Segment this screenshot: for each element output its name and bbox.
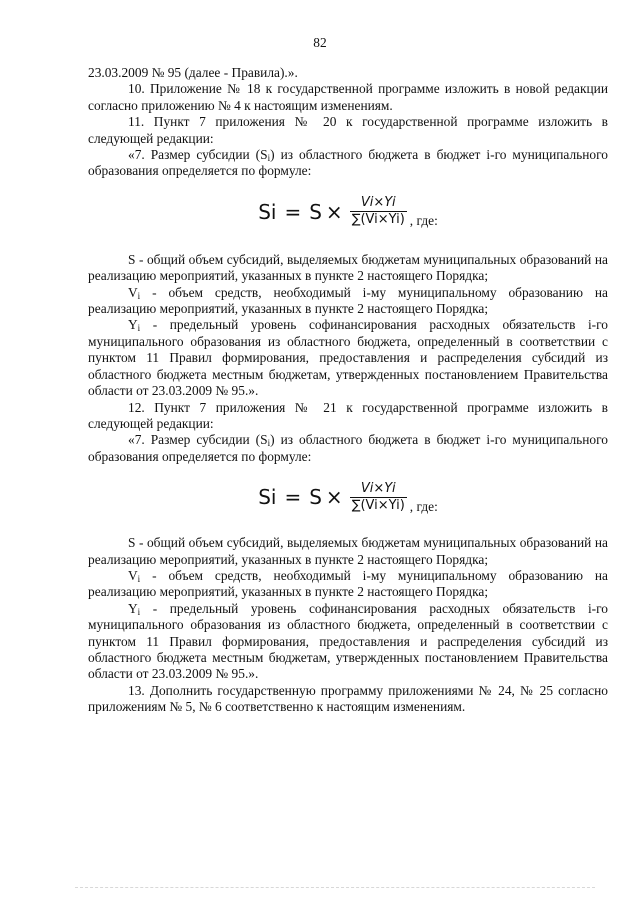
fraction-denominator: ∑(Vi×Yi) [351, 212, 405, 228]
paragraph-12: 12. Пункт 7 приложения № 21 к государственной программе изложить в следующей редакции: [88, 399, 608, 431]
fraction-numerator: Vi×Yi [360, 480, 396, 496]
page-body [88, 65, 608, 716]
definition-v-a: $V_i$ - объем средств, необходимый i-му муниципальному образованию на реализацию мероприятий, указанных в пункте 2 настоящего Порядка; [88, 284, 608, 317]
formula-tail: , где: [409, 498, 438, 514]
formula-intro-b: «7. Размер субсидии $(S_i)$ из областного бюджета в бюджет i-го муниципального образования определяется по формуле: [88, 432, 608, 464]
formula-intro-a: «7. Размер субсидии $(S_i)$ из областного бюджета в бюджет i-го муниципального образования определяется по формуле: [88, 147, 608, 179]
formula-fraction [350, 195, 407, 228]
formula-b [88, 465, 608, 529]
definition-s-a: S - общий объем субсидий, выделяемых бюджетам муниципальных образований на реализацию мероприятий, указанных в пункте 2 настоящего Порядка; [88, 251, 608, 284]
paragraph-11: 11. Пункт 7 приложения № 20 к государственной программе изложить в следующей редакции: [88, 114, 608, 146]
page-number: 82 [313, 35, 327, 50]
fraction-numerator: Vi×Yi [360, 195, 396, 211]
fraction-denominator: ∑(Vi×Yi) [351, 497, 405, 513]
definition-v-b: $V_i$ - объем средств, необходимый i-му муниципальному образованию на реализацию мероприятий, указанных в пункте 2 настоящего Порядка; [88, 567, 608, 600]
paragraph-line-1: 23.03.2009 № 95 (далее - Правила).». [88, 65, 298, 80]
formula-equals: = [284, 199, 302, 224]
definition-y-b: $Y_i$ - предельный уровень софинансирования расходных обязательств i-го муниципального образования из областного бюджета, определенный в соответствии с пунктом 11 Правил формирования, предоставления и распределения субсидий из областного бюджета местным бюджетам, утвержденных постановлением Правительства области от 23.03.2009 № 95.». [88, 600, 608, 682]
formula-fraction [350, 481, 407, 514]
formula-lhs: Si [258, 484, 277, 509]
formula-s: S [309, 484, 322, 509]
formula-tail: , где: [409, 213, 438, 229]
definition-y-a: $Y_i$ - предельный уровень софинансирования расходных обязательств i-го муниципального образования из областного бюджета, определенный в соответствии с пунктом 11 Правил формирования, предоставления и распределения субсидий из областного бюджета местным бюджетам, утвержденных постановлением Правительства области от 23.03.2009 № 95.». [88, 317, 608, 399]
paragraph-10: 10. Приложение № 18 к государственной программе изложить в новой редакции согласно приложению № 4 к настоящим изменениям. [88, 81, 608, 113]
formula-times: × [325, 484, 343, 509]
paragraph-13: 13. Дополнить государственную программу приложениями № 24, № 25 согласно приложениям № 5, № 6 соответственно к настоящим изменениям. [88, 682, 608, 715]
formula-times: × [325, 199, 343, 224]
formula-lhs: Si [258, 199, 277, 224]
formula-s: S [309, 199, 322, 224]
scan-edge-line [75, 887, 595, 888]
definition-s-b: S - общий объем субсидий, выделяемых бюджетам муниципальных образований на реализацию мероприятий, указанных в пункте 2 настоящего Порядка; [88, 535, 608, 567]
formula-a [88, 180, 608, 244]
formula-equals: = [284, 484, 302, 509]
